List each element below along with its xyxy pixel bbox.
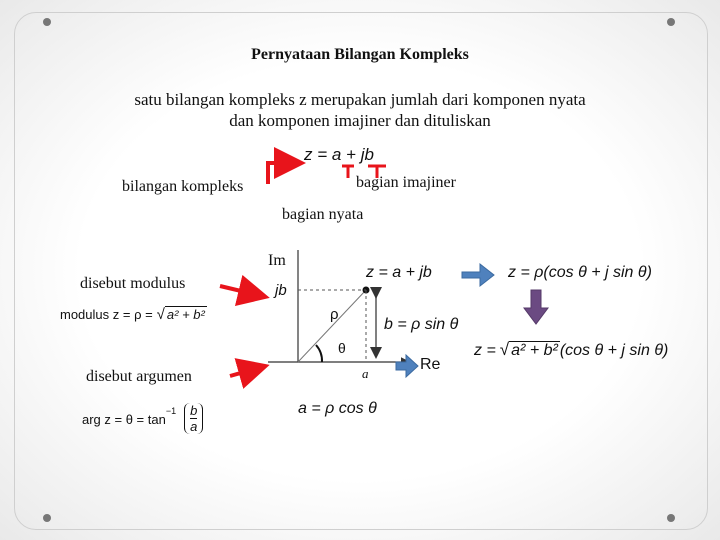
- formula-diagram-z: z = a + jb: [366, 264, 432, 281]
- formula-modulus: [60, 306, 207, 324]
- arrow-argumen: [230, 367, 262, 376]
- arrow-bilangan-kompleks: [268, 163, 298, 184]
- arrow-down-purple: [524, 290, 548, 324]
- formula-main: z = a + jb: [304, 145, 374, 164]
- label-bagian-imajiner: bagian imajiner: [356, 174, 456, 191]
- frac-numerator: b: [190, 403, 198, 418]
- label-theta: θ: [338, 340, 346, 356]
- rho-vector: [298, 290, 366, 362]
- argumen-power: −1: [165, 406, 177, 416]
- intro-line-1: satu bilangan kompleks z merupakan jumlah dari komponen nyata: [134, 90, 586, 109]
- full-prefix: z =: [474, 342, 496, 359]
- formula-full: [474, 340, 668, 360]
- modulus-prefix: modulus z = ρ =: [60, 307, 153, 322]
- sqrt-sign-modulus: √: [156, 306, 165, 323]
- modulus-radicand: a² + b²: [166, 307, 205, 322]
- label-bilangan-kompleks: bilangan kompleks: [122, 178, 244, 195]
- formula-a: a = ρ cos θ: [298, 400, 377, 417]
- full-suffix: (cos θ + j sin θ): [559, 342, 669, 359]
- formula-b: b = ρ sin θ: [384, 316, 459, 333]
- label-bagian-nyata: bagian nyata: [282, 206, 364, 223]
- full-radicand: a² + b²: [511, 342, 558, 359]
- axis-label-re: Re: [420, 356, 441, 373]
- label-disebut-modulus: disebut modulus: [80, 275, 186, 292]
- arrow-to-polar: [462, 264, 494, 286]
- argumen-prefix: arg z = θ = tan: [82, 412, 166, 427]
- sqrt-sign-full: √: [499, 340, 510, 359]
- label-disebut-argumen: disebut argumen: [86, 368, 192, 385]
- theta-arc: [316, 345, 322, 362]
- axis-label-a: a: [362, 366, 369, 381]
- fraction-b-over-a: [184, 403, 203, 434]
- arrow-modulus: [220, 286, 262, 296]
- formula-argumen: [82, 403, 203, 434]
- intro-line-2: dan komponen imajiner dan dituliskan: [229, 111, 491, 130]
- slide-title: Pernyataan Bilangan Kompleks: [251, 46, 469, 63]
- label-rho: ρ: [330, 306, 339, 323]
- arrow-to-re: [396, 355, 418, 377]
- frac-denominator: a: [190, 419, 198, 434]
- label-jb: jb: [275, 282, 287, 299]
- axis-label-im: Im: [268, 252, 286, 269]
- formula-polar: z = ρ(cos θ + j sin θ): [508, 264, 652, 281]
